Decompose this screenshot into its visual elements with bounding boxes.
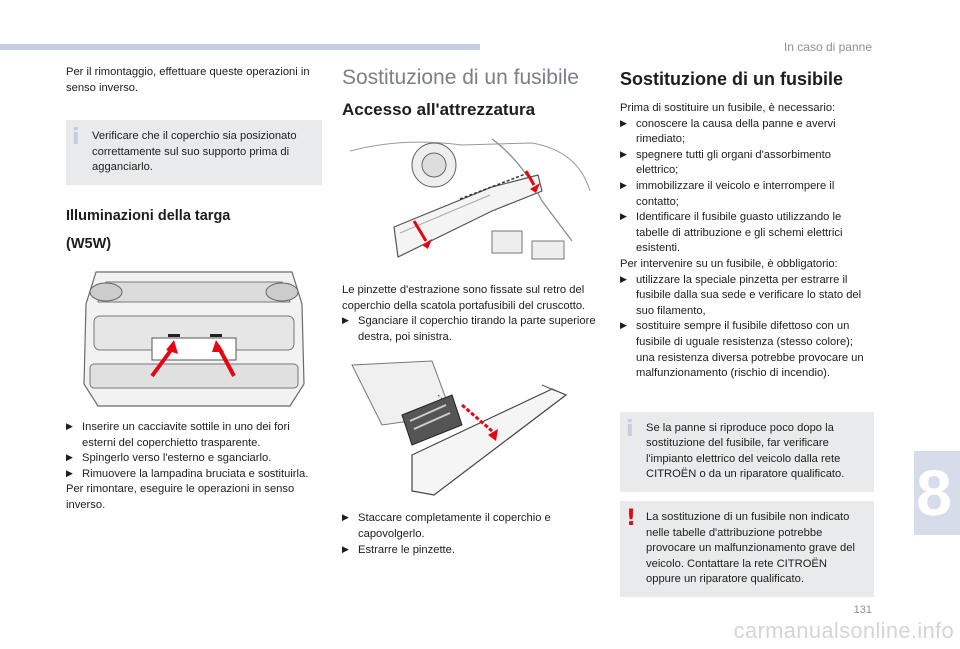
info-icon: i (626, 416, 634, 442)
arrow-bullet-icon: ▶ (620, 212, 627, 223)
list-item: ▶ utilizzare la speciale pinzetta per estrarre il fusibile dalla sua sede e verificare lo stato del suo filamento, (620, 273, 862, 317)
page-number: 131 (853, 604, 872, 616)
list-item: ▶ Inserire un cacciavite sottile in uno dei fori esterni del coperchietto trasparente. (66, 420, 290, 449)
arrow-bullet-icon: ▶ (342, 513, 349, 524)
final-steps (342, 511, 598, 558)
arrow-bullet-icon: ▶ (620, 274, 627, 285)
info-icon: i (72, 125, 80, 151)
info-note (66, 120, 322, 185)
requirements-list (620, 273, 874, 382)
intro-text: Per il rimontaggio, effettuare queste operazioni in senso inverso. (66, 66, 310, 94)
list-item: ▶ conoscere la causa della panne e avervi rimediato; (620, 117, 836, 146)
column-right (620, 65, 874, 597)
fuse-replacement-heading: Sostituzione di un fusibile (620, 69, 843, 89)
list-item: ▶ sostituire sempre il fusibile difettoso con un fusibile di uguale resistenza (stesso colore); una resistenza diversa potrebbe provocare un malfunzionamento (rischio di incendio). (620, 320, 864, 380)
arrow-bullet-icon: ▶ (66, 453, 73, 464)
column-left (66, 65, 322, 514)
requirements-intro: Per intervenire su un fusibile, è obbligatorio: (620, 257, 838, 270)
arrow-bullet-icon: ▶ (66, 468, 73, 479)
cover-removal-steps (342, 314, 598, 345)
list-item: ▶ spegnere tutti gli organi d'assorbimento elettrico; (620, 148, 831, 177)
section-heading-access: Accesso all'attrezzatura (342, 100, 536, 119)
arrow-bullet-icon: ▶ (342, 316, 349, 327)
list-item: ▶ Spingerlo verso l'esterno e sganciarlo. (66, 451, 322, 467)
dashboard-cover-illustration (342, 131, 598, 275)
warning-icon: ! (626, 506, 637, 532)
watermark: carmanualsonline.info (733, 618, 954, 643)
info-note-text: Se la panne si riproduce poco dopo la sostituzione del fusibile, far verificare l'impianto elettrico del veicolo dalla rete CITROËN o da un riparatore qualificato. (646, 421, 845, 481)
arrow-bullet-icon: ▶ (66, 421, 73, 432)
outro-text: Per rimontare, eseguire le operazioni in senso inverso. (66, 483, 295, 511)
column-middle (342, 65, 598, 558)
list-item: ▶ Rimuovere la lampadina bruciata e sostituirla. (66, 467, 322, 483)
arrow-bullet-icon: ▶ (620, 149, 627, 160)
warning-note (620, 501, 874, 597)
main-title: Sostituzione di un fusibile (342, 66, 579, 89)
list-item: ▶ Staccare completamente il coperchio e capovolgerlo. (342, 512, 551, 540)
arrow-bullet-icon: ▶ (620, 118, 627, 129)
prerequisites-list (620, 117, 874, 257)
info-note (620, 412, 874, 492)
header-accent-bar (0, 44, 480, 50)
list-item: ▶ Estrarre le pinzette. (342, 543, 598, 559)
chapter-number: 8 (916, 457, 952, 529)
list-item: ▶ Identificare il fusibile guasto utilizzando le tabelle di attribuzione e gli schemi elettrici esistenti. (620, 211, 843, 255)
arrow-bullet-icon: ▶ (620, 321, 627, 332)
warning-note-text: La sostituzione di un fusibile non indicato nelle tabelle d'attribuzione potrebbe provocare un malfunzionamento grave del veicolo. Contattare la rete CITROËN oppure un riparatore qualificato. (646, 511, 855, 586)
list-item: ▶ immobilizzare il veicolo e interrompere il contatto; (620, 179, 835, 208)
clips-description: Le pinzette d'estrazione sono fissate sul retro del coperchio della scatola portafusibili del cruscotto. (342, 284, 586, 312)
rear-plate-light-illustration (66, 264, 322, 410)
arrow-bullet-icon: ▶ (342, 544, 349, 555)
arrow-bullet-icon: ▶ (620, 180, 627, 191)
fuse-box-cover-illustration (342, 355, 598, 501)
section-heading-plate-lights: Illuminazioni della targa (66, 207, 231, 224)
bulb-type: (W5W) (66, 235, 112, 252)
plate-light-steps (66, 420, 322, 482)
info-note-text: Verificare che il coperchio sia posizionato correttamente sul suo supporto prima di agganciarlo. (92, 130, 297, 174)
section-title: In caso di panne (783, 40, 872, 54)
list-item: ▶ Sganciare il coperchio tirando la parte superiore destra, poi sinistra. (342, 315, 596, 343)
prerequisites-intro: Prima di sostituire un fusibile, è necessario: (620, 102, 836, 114)
